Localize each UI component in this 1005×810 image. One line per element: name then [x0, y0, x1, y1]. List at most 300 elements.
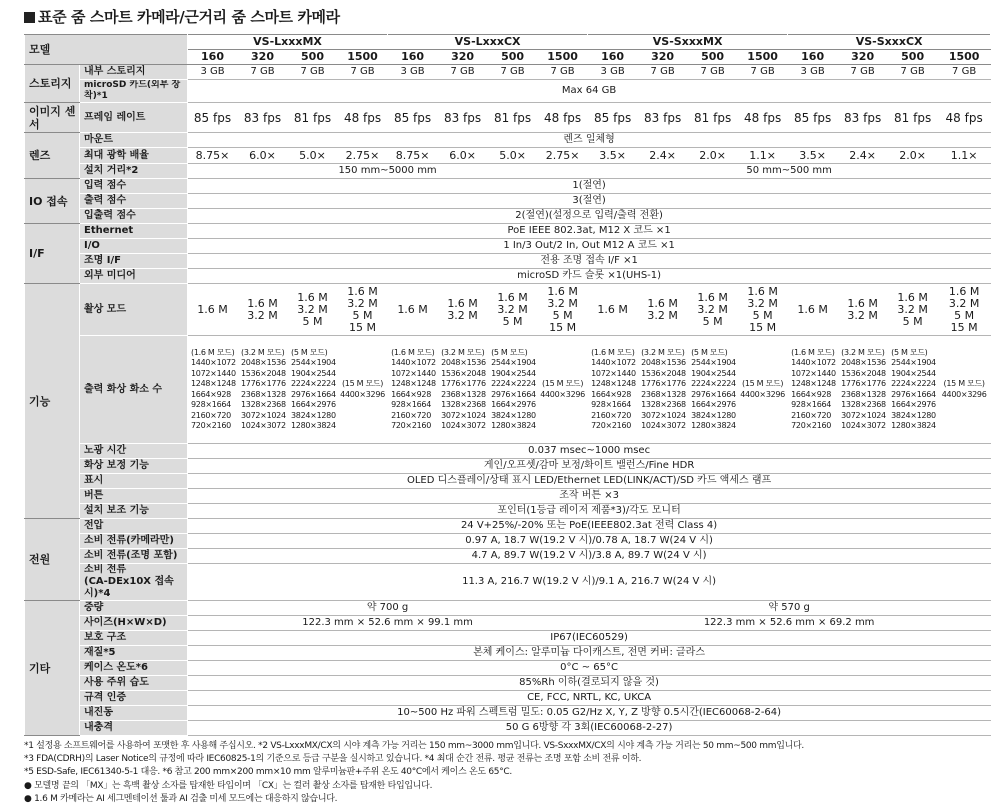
square-bullet-icon [24, 12, 35, 23]
model-name: VS-SxxxCX [788, 35, 991, 50]
value-input_points: 1(절연) [188, 179, 991, 194]
model-name: VS-SxxxMX [588, 35, 788, 50]
resolution-label: 500 [688, 50, 738, 65]
row-label-distance: 설치 거리*2 [80, 164, 188, 179]
resolution-label: 320 [638, 50, 688, 65]
cell-line: 1248×1248 [391, 379, 436, 388]
cell-line: 1072×1440 [791, 368, 836, 378]
cell-line: 3.2 M [948, 296, 980, 310]
value-internal_storage: 7 GB [638, 65, 688, 80]
resolution-label: 320 [238, 50, 288, 65]
cell-line: 1.6 M [647, 296, 678, 310]
table-row [25, 103, 991, 133]
cell-line: (15 M 모드) [742, 379, 784, 388]
value-pixel-mode [838, 284, 888, 336]
cell-line: 2224×2224 [891, 379, 936, 388]
cell-line: 1.6 M [897, 290, 928, 304]
value-current_cam: 0.97 A, 18.7 W(19.2 V 시)/0.78 A, 18.7 W(24 V 시) [188, 534, 991, 549]
row-label-microsd: microSD 카드(외부 장착)*1 [80, 80, 188, 103]
cell-line: 1664×928 [191, 389, 231, 399]
table-row [25, 148, 991, 164]
cell-line: 1776×1776 [841, 379, 886, 388]
value-zoom: 3.5× [788, 148, 838, 164]
row-label-pixel_mode: 촬상 모드 [80, 284, 188, 336]
table-row [25, 534, 991, 549]
value-distance-l: 150 mm~5000 mm [188, 164, 588, 179]
cell-line: 928×1664 [791, 400, 832, 409]
value-pixel-mode [288, 284, 338, 336]
cell-line: 1536×2048 [641, 368, 686, 378]
value-zoom: 1.1× [938, 148, 991, 164]
cell-line: 4400×3296 [540, 389, 585, 399]
cell-line: 3072×1024 [241, 410, 286, 420]
value-button: 조작 버튼 ×3 [188, 489, 991, 504]
value-zoom: 3.5× [588, 148, 638, 164]
cell-line: 1024×3072 [441, 421, 486, 430]
cell-line: 5 M [752, 308, 773, 322]
cell-line: 1440×1072 [791, 358, 836, 367]
row-label-current-dex [80, 564, 188, 601]
value-internal_storage: 3 GB [188, 65, 238, 80]
cell-line: 1.6 M [297, 290, 328, 304]
category-if: I/F [25, 224, 80, 284]
row-label-ethernet: Ethernet [80, 224, 188, 239]
value-pixel-mode [388, 284, 438, 336]
table-row [25, 209, 991, 224]
cell-line: 1664×928 [591, 389, 632, 399]
value-output-pixels [888, 336, 938, 444]
value-current_light: 4.7 A, 89.7 W(19.2 V 시)/3.8 A, 89.7 W(24 V 시) [188, 549, 991, 564]
cell-line: 3824×1280 [691, 410, 736, 420]
cell-line: 1072×1440 [191, 368, 236, 378]
resolution-label: 160 [188, 50, 238, 65]
value-internal_storage: 7 GB [938, 65, 991, 80]
value-zoom: 8.75× [388, 148, 438, 164]
cell-line: 1440×1072 [191, 358, 236, 367]
cell-line: 1904×2544 [291, 368, 336, 378]
cell-line: 720×2160 [191, 421, 231, 430]
category-storage: 스토리지 [25, 65, 80, 103]
cell-line: 4400×3296 [340, 389, 385, 399]
row-label-output_points: 출력 점수 [80, 194, 188, 209]
cell-line: 1328×2368 [841, 400, 886, 409]
cell-line: 1904×2544 [691, 368, 736, 378]
value-image_correction: 게인/오프셋/감마 보정/화이트 밸런스/Fine HDR [188, 459, 991, 474]
table-row [25, 691, 991, 706]
cell-line: 1776×1776 [441, 379, 486, 388]
cell-line: 3.2 M [347, 296, 378, 310]
value-zoom: 8.75× [188, 148, 238, 164]
cell-line: 1.6 M [747, 284, 778, 298]
row-label-material: 재질*5 [80, 646, 188, 661]
value-output_points: 3(절연) [188, 194, 991, 209]
cell-line: 2224×2224 [491, 379, 536, 388]
cell-line: 2160×720 [391, 410, 431, 420]
category-other: 기타 [25, 601, 80, 736]
value-internal_storage: 7 GB [738, 65, 788, 80]
category-io: IO 접속 [25, 179, 80, 224]
cell-line: 1024×3072 [241, 421, 286, 430]
cell-line: 1280×3824 [491, 421, 536, 430]
value-pixel-mode [688, 284, 738, 336]
value-pixel-mode [788, 284, 838, 336]
table-row [25, 179, 991, 194]
value-light_if: 전용 조명 접속 I/F ×1 [188, 254, 991, 269]
resolution-label: 320 [438, 50, 488, 65]
cell-line: 5 M [302, 314, 323, 328]
resolution-label: 160 [788, 50, 838, 65]
cell-line: 15 M [349, 320, 377, 334]
resolution-label: 1500 [538, 50, 588, 65]
cell-line: 1.6 M [697, 290, 728, 304]
row-label-ext_media: 외부 미디어 [80, 269, 188, 284]
row-label-vibration: 내진동 [80, 706, 188, 721]
value-output-pixels [188, 336, 238, 444]
table-row [25, 65, 991, 80]
footnote: ● 모델명 끝의 「MX」는 흑백 촬상 소자를 탑재한 타입이며 「CX」는 컬러 촬상 소자를 탑재한 타입입니다. [24, 780, 433, 791]
value-pixel-mode [888, 284, 938, 336]
cell-line: 1.6 M [447, 296, 478, 310]
cell-line: 1328×2368 [241, 400, 286, 409]
value-pixel-mode [588, 284, 638, 336]
page-title: 표준 줌 스마트 카메라/근거리 줌 스마트 카메라 [24, 6, 340, 27]
row-label-input_points: 입력 점수 [80, 179, 188, 194]
value-zoom: 6.0× [238, 148, 288, 164]
table-row [25, 646, 991, 661]
value-output-pixels [588, 336, 638, 444]
cell-line: 3072×1024 [441, 410, 486, 420]
value-pixel-mode [438, 284, 488, 336]
cell-line: 928×1664 [591, 400, 632, 409]
value-mount: 렌즈 일체형 [188, 133, 991, 148]
value-weight-s: 약 570 g [588, 601, 991, 616]
cell-line: 1440×1072 [391, 358, 436, 367]
cell-line: 소비 전류 [84, 564, 127, 575]
cell-line: 2976×1664 [691, 389, 736, 399]
resolution-label: 1500 [738, 50, 788, 65]
cell-line: 1072×1440 [391, 368, 436, 378]
cell-line: 2976×1664 [491, 389, 536, 399]
value-weight-l: 약 700 g [188, 601, 588, 616]
cell-line: 1248×1248 [191, 379, 236, 388]
cell-line: 1664×928 [791, 389, 832, 399]
row-label-io: I/O [80, 239, 188, 254]
row-label-mount: 마운트 [80, 133, 188, 148]
value-output-pixels [488, 336, 538, 444]
cell-line: 1.6 M [597, 302, 628, 316]
value-output-pixels [538, 336, 588, 444]
row-label-zoom: 최대 광학 배율 [80, 148, 188, 164]
cell-line: (3.2 M 모드) [641, 347, 685, 357]
table-row [25, 474, 991, 489]
cell-line: 2544×1904 [491, 358, 536, 367]
row-label-light_if: 조명 I/F [80, 254, 188, 269]
cell-line: 1536×2048 [841, 368, 886, 378]
cell-line: (5 M 모드) [691, 347, 728, 357]
value-distance-s: 50 mm~500 mm [588, 164, 991, 179]
value-pixel-mode [188, 284, 238, 336]
cell-line: 3.2 M [247, 308, 278, 322]
value-io_points: 2(절연)(설정으로 입력/출력 전환) [188, 209, 991, 224]
cell-line: 2544×1904 [691, 358, 736, 367]
resolution-label: 1500 [938, 50, 991, 65]
value-pixel-mode [938, 284, 991, 336]
cell-line: (15 M 모드) [542, 379, 584, 388]
cell-line: 2368×1328 [241, 389, 286, 399]
value-frame_rate: 48 fps [938, 103, 991, 133]
table-row [25, 631, 991, 646]
cell-line: 1664×2976 [291, 400, 336, 409]
cell-line: 1440×1072 [591, 358, 636, 367]
value-certification: CE, FCC, NRTL, KC, UKCA [188, 691, 991, 706]
cell-line: 1664×2976 [691, 400, 736, 409]
cell-line: 2368×1328 [441, 389, 486, 399]
table-row [25, 564, 991, 601]
row-label-io_points: 입출력 점수 [80, 209, 188, 224]
value-output-pixels [338, 336, 388, 444]
cell-line: 1.6 M [197, 302, 228, 316]
cell-line: 1248×1248 [791, 379, 836, 388]
cell-line: 3.2 M [547, 296, 578, 310]
value-shock: 50 G 6방향 각 3회(IEC60068-2-27) [188, 721, 991, 736]
category-image_sensor: 이미지 센서 [25, 103, 80, 133]
value-current_dex: 11.3 A, 216.7 W(19.2 V 시)/9.1 A, 216.7 W(24 V 시) [188, 564, 991, 601]
value-zoom: 2.75× [538, 148, 588, 164]
resolution-label: 500 [888, 50, 938, 65]
cell-line: 928×1664 [391, 400, 431, 409]
value-pixel-mode [488, 284, 538, 336]
value-frame_rate: 83 fps [438, 103, 488, 133]
cell-line: 2160×720 [591, 410, 632, 420]
row-label-output_pixels: 출력 화상 화소 수 [80, 336, 188, 444]
value-frame_rate: 81 fps [488, 103, 538, 133]
cell-line: (1.6 M 모드) [791, 347, 835, 357]
cell-line: 5 M [702, 314, 723, 328]
cell-line: 15 M [549, 320, 577, 334]
cell-line: 2048×1536 [441, 358, 486, 367]
cell-line: 2048×1536 [841, 358, 886, 367]
value-output-pixels [438, 336, 488, 444]
row-label-current_cam: 소비 전류(카메라만) [80, 534, 188, 549]
row-label-size: 사이즈(H×W×D) [80, 616, 188, 631]
value-frame_rate: 85 fps [588, 103, 638, 133]
value-protection: IP67(IEC60529) [188, 631, 991, 646]
value-pixel-mode [538, 284, 588, 336]
cell-line: (5 M 모드) [291, 347, 328, 357]
row-label-shock: 내충격 [80, 721, 188, 736]
cell-line: 2368×1328 [841, 389, 886, 399]
resolution-label: 320 [838, 50, 888, 65]
cell-line: 1248×1248 [591, 379, 636, 388]
cell-line: (3.2 M 모드) [241, 347, 285, 357]
row-label-voltage: 전압 [80, 519, 188, 534]
category-power: 전원 [25, 519, 80, 601]
row-label-frame_rate: 프레임 레이트 [80, 103, 188, 133]
value-zoom: 1.1× [738, 148, 788, 164]
cell-line: 1.6 M [397, 302, 428, 316]
cell-line: 2544×1904 [291, 358, 336, 367]
cell-line: (1.6 M 모드) [391, 347, 435, 357]
cell-line: 1664×2976 [491, 400, 536, 409]
cell-line: 3072×1024 [841, 410, 886, 420]
cell-line: (CA-DEx10X 접속 시)*4 [84, 576, 174, 599]
cell-line: 1.6 M [547, 284, 578, 298]
cell-line: 1.6 M [347, 284, 378, 298]
cell-line: 1904×2544 [491, 368, 536, 378]
cell-line: 1776×1776 [641, 379, 686, 388]
value-frame_rate: 81 fps [288, 103, 338, 133]
row-label-internal_storage: 내부 스토리지 [80, 65, 188, 80]
value-exposure: 0.037 msec~1000 msec [188, 444, 991, 459]
footnote: *3 FDA(CDRH)의 Laser Notice의 규정에 따라 IEC60825-1의 기준으로 등급 구분을 실시하고 있습니다. *4 최대 순간 전류. 평균 전류는 조명 포함 소비 전류 이하. [24, 754, 642, 765]
cell-line: 3072×1024 [641, 410, 686, 420]
cell-line: 5 M [352, 308, 373, 322]
table-row [25, 676, 991, 691]
row-label-install_aid: 설치 보조 기능 [80, 504, 188, 519]
value-zoom: 2.0× [888, 148, 938, 164]
value-pixel-mode [238, 284, 288, 336]
value-pixel-mode [738, 284, 788, 336]
model-name: VS-LxxxMX [188, 35, 388, 50]
table-row [25, 706, 991, 721]
model-name: VS-LxxxCX [388, 35, 588, 50]
cell-line: (5 M 모드) [891, 347, 928, 357]
cell-line: (1.6 M 모드) [191, 347, 235, 357]
cell-line: 3.2 M [847, 308, 878, 322]
table-row [25, 721, 991, 736]
model-label: 모델 [25, 35, 188, 65]
table-row [25, 254, 991, 269]
cell-line: 720×2160 [391, 421, 431, 430]
row-label-weight: 중량 [80, 601, 188, 616]
value-frame_rate: 85 fps [188, 103, 238, 133]
table-row [25, 164, 991, 179]
cell-line: 4400×3296 [740, 389, 785, 399]
footnote: *1 설정용 소프트웨어를 사용하여 포맷한 후 사용해 주십시오. *2 VS-LxxxMX/CX의 시야 계측 가능 거리는 150 mm~3000 mm입니다. VS-SxxxMX/CX의 시야 계측 가능 거리는 50 mm~500 mm입니다. [24, 741, 804, 751]
value-output-pixels [288, 336, 338, 444]
cell-line: 3.2 M [897, 302, 928, 316]
cell-line: 1280×3824 [691, 421, 736, 430]
cell-line: 1536×2048 [241, 368, 286, 378]
value-vibration: 10~500 Hz 파워 스펙트럼 밀도: 0.05 G2/Hz X, Y, Z 방향 0.5시간(IEC60068-2-64) [188, 706, 991, 721]
cell-line: 2048×1536 [641, 358, 686, 367]
value-frame_rate: 48 fps [338, 103, 388, 133]
value-frame_rate: 48 fps [538, 103, 588, 133]
cell-line: 1904×2544 [891, 368, 936, 378]
value-output-pixels [738, 336, 788, 444]
value-zoom: 2.4× [638, 148, 688, 164]
value-internal_storage: 7 GB [488, 65, 538, 80]
cell-line: 2048×1536 [241, 358, 286, 367]
value-internal_storage: 7 GB [338, 65, 388, 80]
footnote: ● 1.6 M 카메라는 AI 세그멘테이션 툴과 AI 검출 미세 모드에는 대응하지 않습니다. [24, 793, 338, 804]
cell-line: 1.6 M [247, 296, 278, 310]
value-ethernet: PoE IEEE 802.3at, M12 X 코드 ×1 [188, 224, 991, 239]
cell-line: (5 M 모드) [491, 347, 528, 357]
value-frame_rate: 85 fps [788, 103, 838, 133]
cell-line: 1664×2976 [891, 400, 936, 409]
value-frame_rate: 85 fps [388, 103, 438, 133]
value-frame_rate: 83 fps [838, 103, 888, 133]
value-internal_storage: 3 GB [588, 65, 638, 80]
value-display: OLED 디스플레이/상태 표시 LED/Ethernet LED(LINK/ACT)/SD 카드 액세스 램프 [188, 474, 991, 489]
cell-line: 2224×2224 [691, 379, 736, 388]
row-label-humidity: 사용 주위 습도 [80, 676, 188, 691]
cell-line: 3.2 M [747, 296, 778, 310]
footnotes [24, 740, 994, 806]
value-internal_storage: 7 GB [288, 65, 338, 80]
cell-line: 4400×3296 [941, 389, 987, 399]
cell-line: 2368×1328 [641, 389, 686, 399]
cell-line: 3824×1280 [291, 410, 336, 420]
table-row [25, 489, 991, 504]
cell-line: (3.2 M 모드) [841, 347, 885, 357]
value-frame_rate: 83 fps [238, 103, 288, 133]
table-row [25, 133, 991, 148]
cell-line: 5 M [954, 308, 975, 322]
table-row [25, 269, 991, 284]
cell-line: 1072×1440 [591, 368, 636, 378]
resolution-label: 500 [488, 50, 538, 65]
cell-line: 2976×1664 [891, 389, 936, 399]
row-label-current_light: 소비 전류(조명 포함) [80, 549, 188, 564]
row-label-image_correction: 화상 보정 기능 [80, 459, 188, 474]
cell-line: 1280×3824 [891, 421, 936, 430]
row-label-case_temp: 케이스 온도*6 [80, 661, 188, 676]
cell-line: (1.6 M 모드) [591, 347, 635, 357]
cell-line: 1536×2048 [441, 368, 486, 378]
cell-line: 1.6 M [797, 302, 828, 316]
cell-line: 5 M [502, 314, 523, 328]
resolution-label: 160 [588, 50, 638, 65]
cell-line: 15 M [749, 320, 777, 334]
category-function: 기능 [25, 284, 80, 519]
value-size-s: 122.3 mm × 52.6 mm × 69.2 mm [588, 616, 991, 631]
value-material: 본체 케이스: 알루미늄 다이캐스트, 전면 커버: 글라스 [188, 646, 991, 661]
value-ext_media: microSD 카드 슬롯 ×1(UHS-1) [188, 269, 991, 284]
value-pixel-mode [638, 284, 688, 336]
row-label-display: 표시 [80, 474, 188, 489]
value-internal_storage: 7 GB [238, 65, 288, 80]
cell-line: 3.2 M [497, 302, 528, 316]
value-zoom: 6.0× [438, 148, 488, 164]
cell-line: 1664×928 [391, 389, 431, 399]
cell-line: 1.6 M [497, 290, 528, 304]
value-pixel-mode [338, 284, 388, 336]
spec-table [24, 34, 991, 736]
cell-line: 3.2 M [297, 302, 328, 316]
value-case_temp: 0°C ~ 65°C [188, 661, 991, 676]
cell-line: 5 M [902, 314, 923, 328]
table-row [25, 239, 991, 254]
value-internal_storage: 7 GB [538, 65, 588, 80]
value-internal_storage: 7 GB [838, 65, 888, 80]
value-output-pixels [638, 336, 688, 444]
cell-line: 1.6 M [847, 296, 878, 310]
cell-line: 2160×720 [191, 410, 231, 420]
category-lens: 렌즈 [25, 133, 80, 179]
row-label-button: 버튼 [80, 489, 188, 504]
cell-line: 1280×3824 [291, 421, 336, 430]
footnote: *5 ESD-Safe, IEC61340-5-1 대응. *6 참고 200 mm×200 mm×10 mm 알루미늄판+주위 온도 40°C에서 케이스 온도 65°C. [24, 767, 512, 778]
value-microsd: Max 64 GB [188, 80, 991, 103]
cell-line: 3824×1280 [491, 410, 536, 420]
resolution-label: 1500 [338, 50, 388, 65]
value-install_aid: 포인터(1등급 레이저 제품*3)/각도 모니터 [188, 504, 991, 519]
cell-line: 720×2160 [791, 421, 832, 430]
value-output-pixels [238, 336, 288, 444]
value-internal_storage: 7 GB [688, 65, 738, 80]
